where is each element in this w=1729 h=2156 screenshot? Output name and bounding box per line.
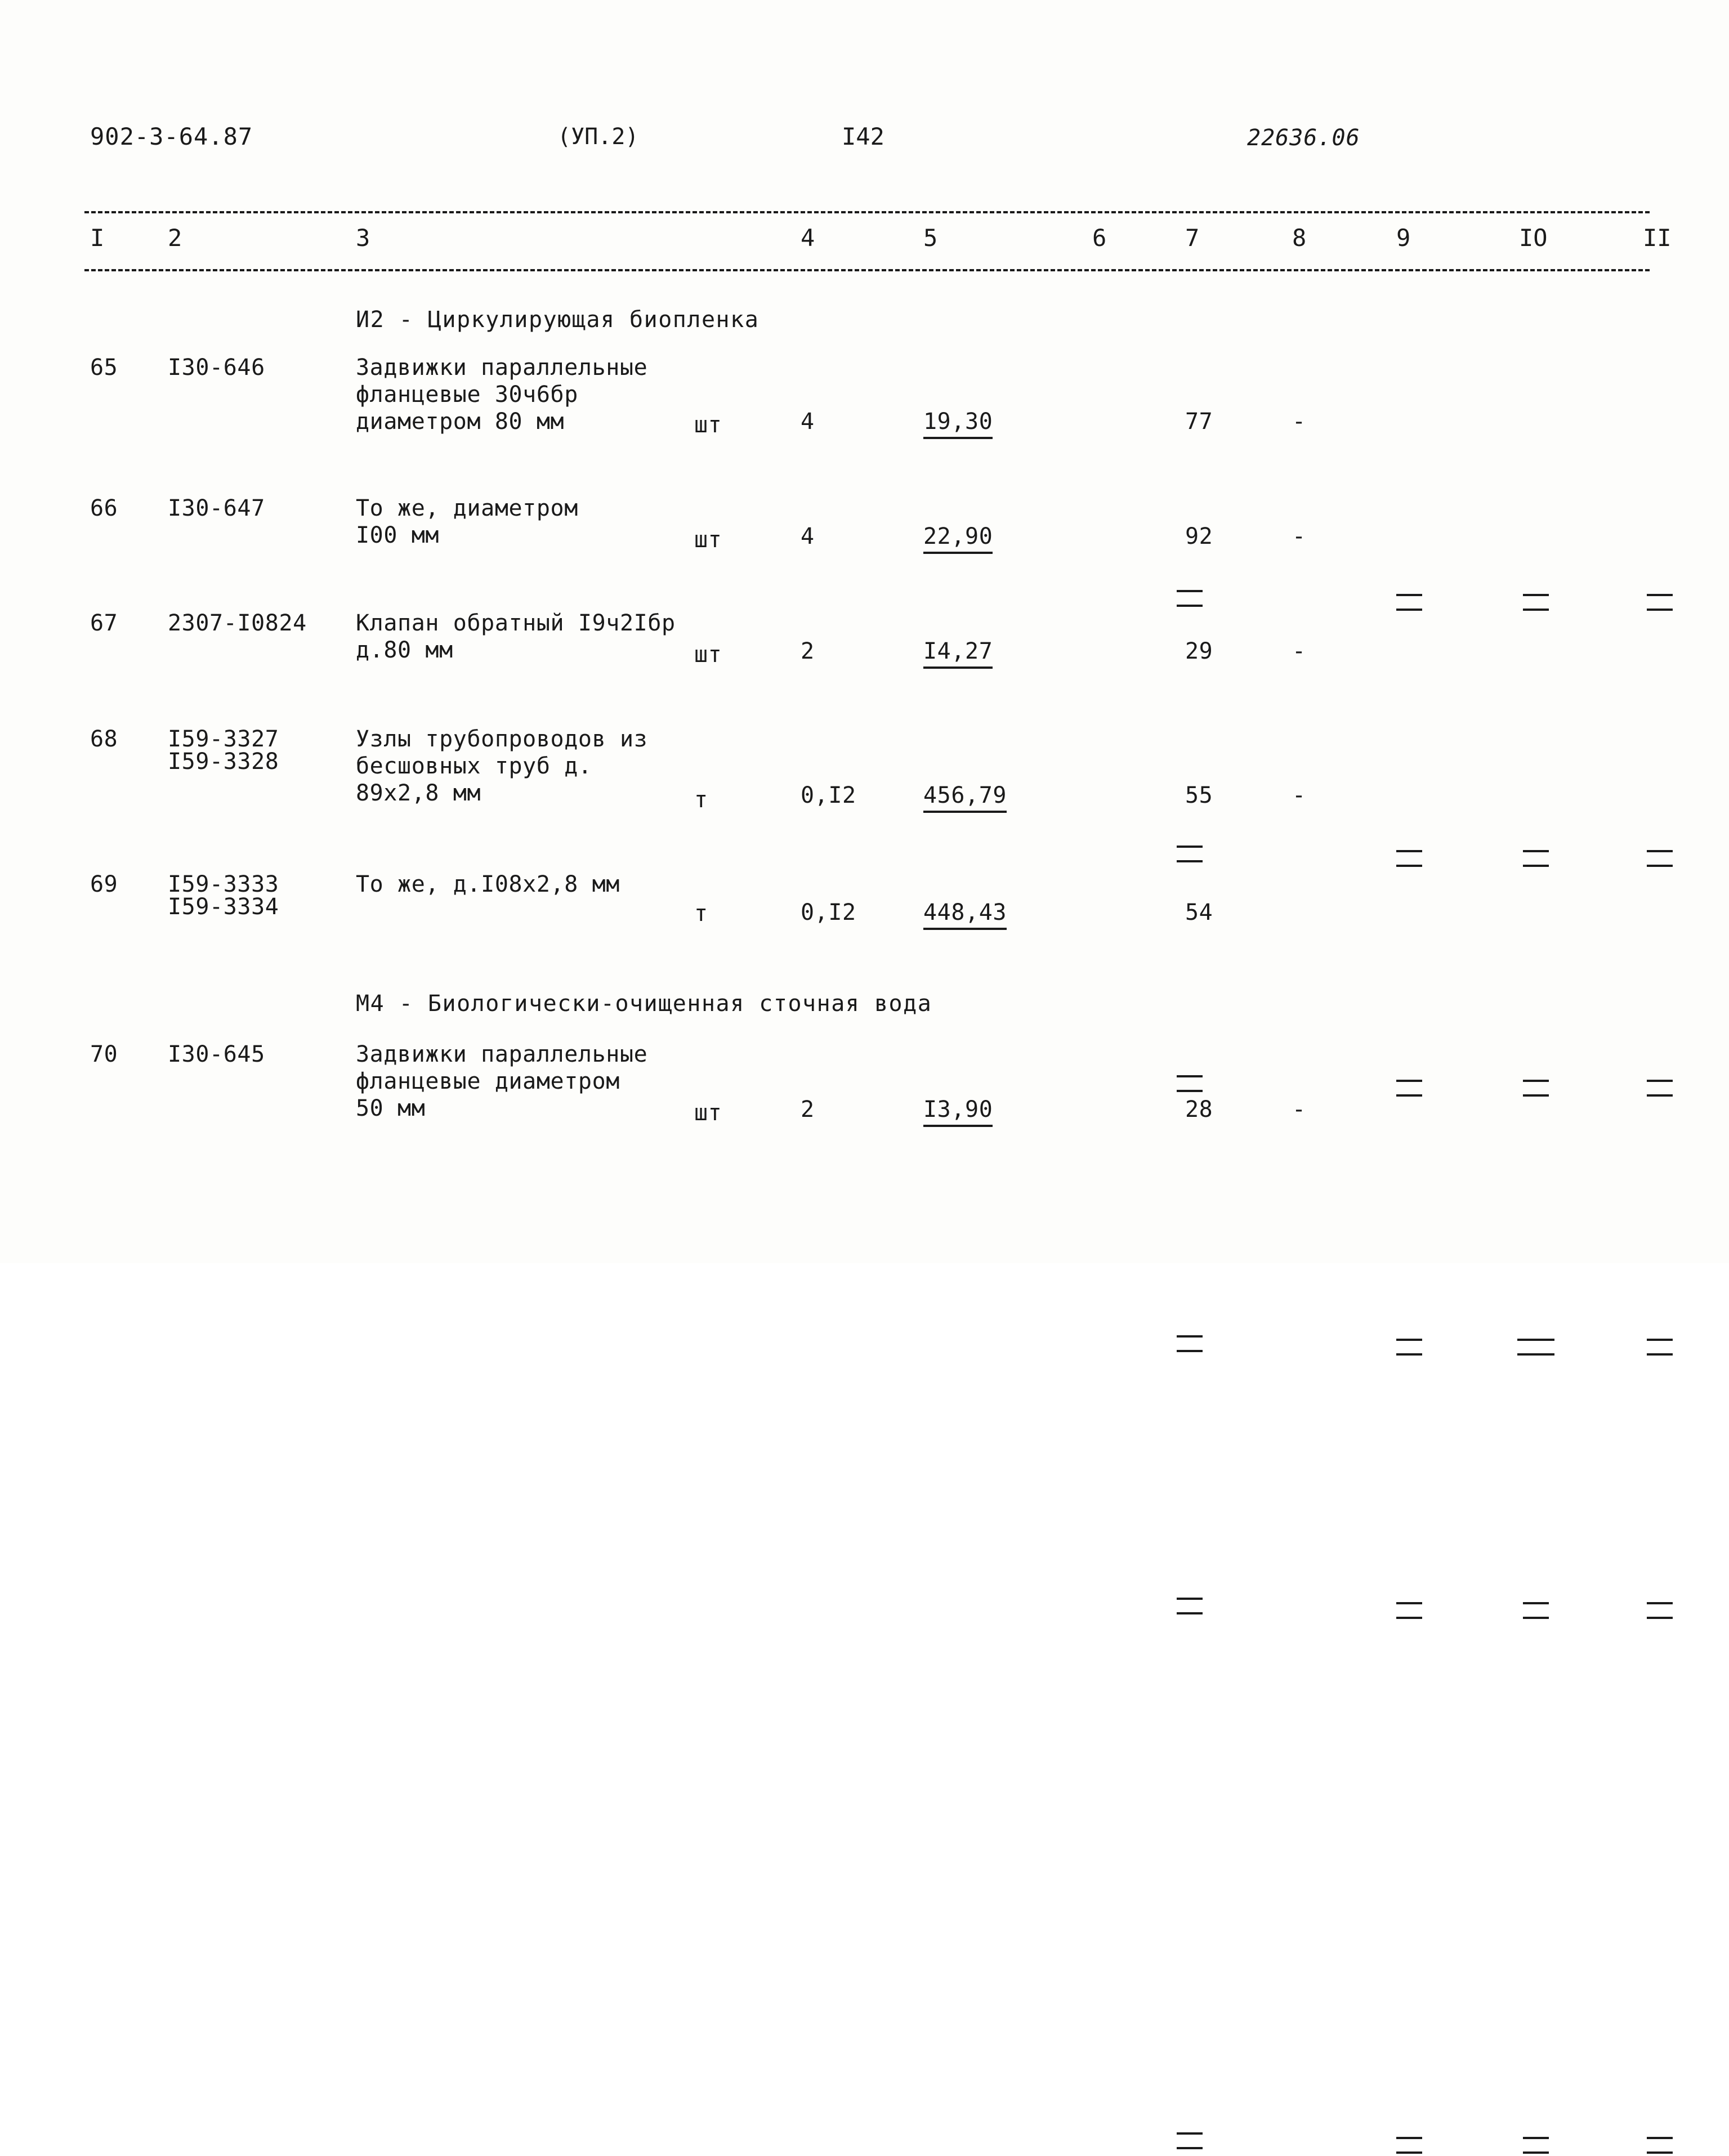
row-description-line: Узлы трубопроводов из <box>356 726 648 752</box>
row-col11-dash <box>1647 594 1673 613</box>
document-code: 902-3-64.87 <box>90 123 253 150</box>
row-quantity: 0,I2 <box>801 900 856 925</box>
row-number: 66 <box>90 495 118 521</box>
row-quantity: 2 <box>801 1097 815 1122</box>
column-number-4: 4 <box>801 224 815 252</box>
row-col10-dash <box>1523 850 1549 869</box>
column-number-2: 2 <box>168 224 182 252</box>
row-unit: т <box>694 787 708 813</box>
table-header-rule <box>84 269 1650 271</box>
row-col7: 77 <box>1185 409 1213 435</box>
row-price: 19,30 <box>923 409 993 439</box>
row-code: I30-645 <box>168 1041 265 1067</box>
row-description-line: Клапан обратный I9ч2Iбр <box>356 610 676 636</box>
row-col9-dash <box>1396 850 1422 869</box>
row-col10-dash <box>1517 1339 1554 1358</box>
row-code: I59-3333 <box>168 871 279 897</box>
column-number-6: 6 <box>1092 224 1107 252</box>
row-col7: 28 <box>1185 1097 1213 1122</box>
row-price: I3,90 <box>923 1097 993 1127</box>
column-number-8: 8 <box>1292 224 1307 252</box>
row-col9-dash <box>1396 2137 1422 2156</box>
row-description-line: фланцевые диаметром <box>356 1068 620 1094</box>
row-number: 70 <box>90 1041 118 1067</box>
row-unit: т <box>694 901 708 927</box>
row-description-line: 50 мм <box>356 1095 426 1121</box>
row-unit: шт <box>694 642 722 668</box>
row-description-line: I00 мм <box>356 522 440 548</box>
row-unit: шт <box>694 527 722 553</box>
row-quantity: 0,I2 <box>801 782 856 808</box>
column-number-10: IO <box>1519 224 1548 252</box>
row-col7: 54 <box>1185 900 1213 925</box>
row-quantity: 2 <box>801 638 815 664</box>
row-quantity: 4 <box>801 409 815 435</box>
row-description-line: бесшовных труб д. <box>356 753 592 779</box>
row-number: 67 <box>90 610 118 636</box>
row-col8: - <box>1292 782 1306 808</box>
row-col11-dash <box>1647 1339 1673 1358</box>
row-code: I59-3327 <box>168 726 279 752</box>
row-description-line: 89х2,8 мм <box>356 780 481 806</box>
row-col10-dash <box>1523 1602 1549 1621</box>
row-col10-dash <box>1523 594 1549 613</box>
row-col6-dash <box>1177 2132 1203 2151</box>
row-description-line: То же, д.I08х2,8 мм <box>356 871 620 897</box>
row-col6-dash <box>1177 1335 1203 1354</box>
row-price: 456,79 <box>923 782 1007 813</box>
row-description-line: фланцевые 30ч6бр <box>356 382 578 408</box>
row-col6-dash <box>1177 590 1203 609</box>
page-header <box>84 123 1650 156</box>
column-number-11: II <box>1643 224 1672 252</box>
column-number-5: 5 <box>923 224 938 252</box>
row-col8: - <box>1292 638 1306 664</box>
section-title-i2: И2 - Циркулирующая биопленка <box>356 307 759 333</box>
row-unit: шт <box>694 1100 722 1126</box>
row-description-line: То же, диаметром <box>356 495 578 521</box>
archive-code: 22636.06 <box>1247 125 1360 151</box>
row-col11-dash <box>1647 1080 1673 1099</box>
row-unit: шт <box>694 412 722 438</box>
row-number: 65 <box>90 355 118 381</box>
column-number-row <box>84 224 1672 258</box>
row-col10-dash <box>1523 2137 1549 2156</box>
row-col9-dash <box>1396 1602 1422 1621</box>
column-number-3: 3 <box>356 224 370 252</box>
row-col11-dash <box>1647 2137 1673 2156</box>
row-code: 2307-I0824 <box>168 610 307 636</box>
row-col8: - <box>1292 1097 1306 1122</box>
row-description-line: д.80 мм <box>356 637 453 663</box>
column-number-7: 7 <box>1185 224 1200 252</box>
column-number-9: 9 <box>1396 224 1411 252</box>
section-title-m4: М4 - Биологически-очищенная сточная вода <box>356 991 932 1017</box>
row-number: 69 <box>90 871 118 897</box>
page-number: I42 <box>842 123 884 150</box>
row-col9-dash <box>1396 1339 1422 1358</box>
row-col7: 29 <box>1185 638 1213 664</box>
row-col10-dash <box>1523 1080 1549 1099</box>
row-col7: 55 <box>1185 782 1213 808</box>
row-price: I4,27 <box>923 638 993 669</box>
row-code: I30-647 <box>168 495 265 521</box>
row-code: I30-646 <box>168 355 265 381</box>
row-col6-dash <box>1177 1598 1203 1617</box>
row-col8: - <box>1292 409 1306 435</box>
row-col7: 92 <box>1185 524 1213 549</box>
row-col6-dash <box>1177 1075 1203 1094</box>
row-col9-dash <box>1396 1080 1422 1099</box>
row-col6-dash <box>1177 846 1203 865</box>
table-top-rule <box>84 211 1650 213</box>
row-price: 448,43 <box>923 900 1007 930</box>
row-col11-dash <box>1647 850 1673 869</box>
row-code: I59-3328 <box>168 749 279 775</box>
row-quantity: 4 <box>801 524 815 549</box>
row-col9-dash <box>1396 594 1422 613</box>
row-col11-dash <box>1647 1602 1673 1621</box>
column-number-1: I <box>90 224 105 252</box>
row-price: 22,90 <box>923 524 993 554</box>
row-description-line: Задвижки параллельные <box>356 1041 648 1067</box>
sheet-reference: (УП.2) <box>557 124 639 150</box>
row-number: 68 <box>90 726 118 752</box>
row-description-line: Задвижки параллельные <box>356 355 648 381</box>
row-col8: - <box>1292 524 1306 549</box>
row-description-line: диаметром 80 мм <box>356 409 565 435</box>
row-code: I59-3334 <box>168 894 279 920</box>
